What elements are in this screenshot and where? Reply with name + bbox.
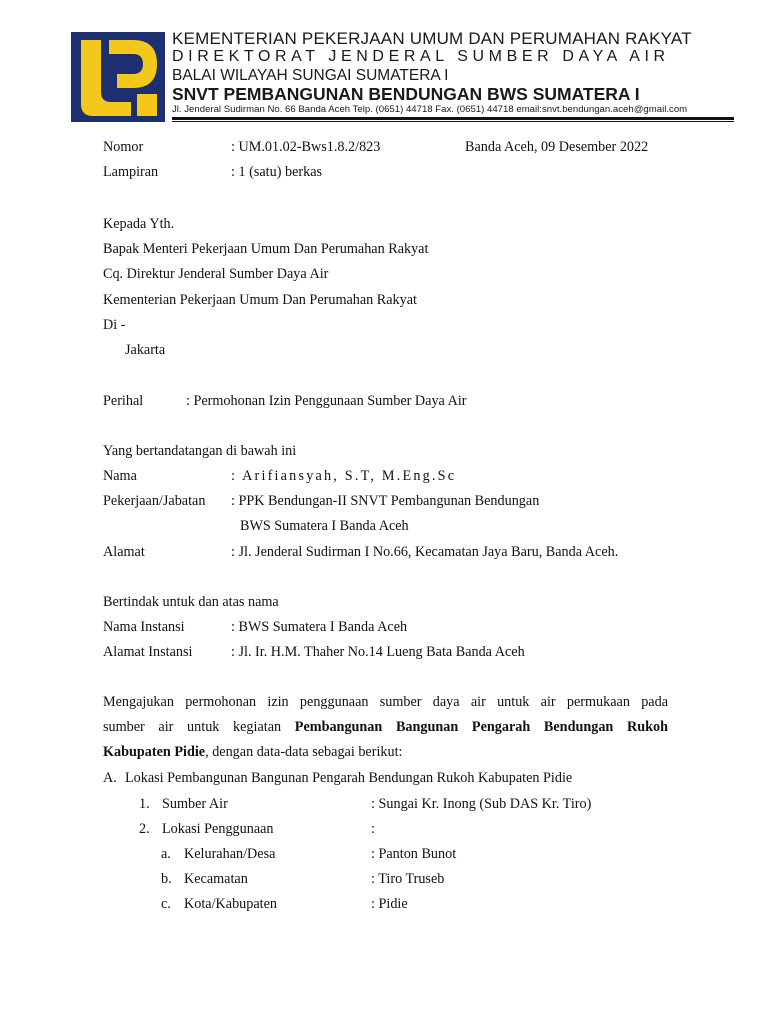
sublist-item-value: : Pidie — [371, 896, 408, 912]
request-paragraph-line: Mengajukan permohonan izin penggunaan sumber daya air untuk air permukaan pada — [103, 694, 668, 710]
recipient-line: Di - — [103, 317, 126, 333]
sublist-item-label: Kelurahan/Desa — [184, 846, 276, 862]
sublist-item-letter: b. — [161, 871, 172, 887]
list-item-label: Sumber Air — [162, 796, 228, 812]
recipient-line: Cq. Direktur Jenderal Sumber Daya Air — [103, 266, 329, 282]
paragraph-text: sumber air untuk kegiatan — [103, 719, 295, 735]
institution-address-label: Alamat Instansi — [103, 644, 193, 660]
institution-name-value: : BWS Sumatera I Banda Aceh — [231, 619, 408, 635]
list-item-number: 2. — [139, 821, 150, 837]
signatory-intro: Yang bertandatangan di bawah ini — [103, 443, 297, 459]
subject-value: : Permohonan Izin Penggunaan Sumber Daya Air — [186, 393, 467, 409]
sublist-item-value: : Tiro Truseb — [371, 871, 445, 887]
place-date: Banda Aceh, 09 Desember 2022 — [465, 139, 649, 155]
list-item-label: Lokasi Penggunaan — [162, 821, 274, 837]
recipient-line: Bapak Menteri Pekerjaan Umum Dan Perumahan Rakyat — [103, 241, 429, 257]
list-item-value: : — [371, 821, 375, 837]
signatory-address-value: : Jl. Jenderal Sudirman I No.66, Kecamatan Jaya Baru, Banda Aceh. — [231, 544, 619, 560]
list-item-number: 1. — [139, 796, 150, 812]
recipient-city: Jakarta — [125, 342, 166, 358]
letterhead-rule-thin — [172, 121, 734, 122]
signatory-name-label: Nama — [103, 468, 137, 484]
recipient-line: Kepada Yth. — [103, 216, 175, 232]
lampiran-value: : 1 (satu) berkas — [231, 164, 323, 180]
signatory-name-value: : Arifiansyah, S.T, M.Eng.Sc — [231, 468, 457, 484]
nomor-value: : UM.01.02-Bws1.8.2/823 — [231, 139, 381, 155]
section-a-title: Lokasi Pembangunan Bangunan Pengarah Bendungan Rukoh Kabupaten Pidie — [125, 770, 573, 786]
activity-regency: Kabupaten Pidie — [103, 744, 206, 760]
signatory-position-label: Pekerjaan/Jabatan — [103, 493, 206, 509]
signatory-position-value: : PPK Bendungan-II SNVT Pembangunan Bendungan — [231, 493, 540, 509]
institution-address-value: : Jl. Ir. H.M. Thaher No.14 Lueng Bata Banda Aceh — [231, 644, 525, 660]
sublist-item-value: : Panton Bunot — [371, 846, 457, 862]
section-a-marker: A. — [103, 770, 117, 786]
request-paragraph-line — [103, 718, 668, 736]
signatory-address-label: Alamat — [103, 544, 145, 560]
sublist-item-letter: c. — [161, 896, 171, 912]
letterhead-office: BALAI WILAYAH SUNGAI SUMATERA I — [172, 67, 449, 84]
institution-name-label: Nama Instansi — [103, 619, 185, 635]
sublist-item-letter: a. — [161, 846, 171, 862]
activity-name: Pembangunan Bangunan Pengarah Bendungan Rukoh — [294, 719, 668, 735]
request-paragraph-line — [103, 743, 402, 761]
subject-label: Perihal — [103, 393, 144, 409]
letterhead-rule-thick — [172, 117, 734, 120]
letterhead-address: Jl. Jenderal Sudirman No. 66 Banda Aceh Telp. (0651) 44718 Fax. (0651) 44718 email:snvt.bendungan.aceh@gmail.com — [172, 104, 688, 115]
signatory-position-value-cont: BWS Sumatera I Banda Aceh — [240, 518, 409, 534]
letterhead-ministry: KEMENTERIAN PEKERJAAN UMUM DAN PERUMAHAN RAKYAT — [172, 29, 692, 48]
sublist-item-label: Kecamatan — [184, 871, 248, 887]
list-item-value: : Sungai Kr. Inong (Sub DAS Kr. Tiro) — [371, 796, 592, 812]
ministry-logo — [71, 32, 165, 122]
sublist-item-label: Kota/Kabupaten — [184, 896, 277, 912]
letterhead-unit: SNVT PEMBANGUNAN BENDUNGAN BWS SUMATERA I — [172, 84, 640, 104]
institution-intro: Bertindak untuk dan atas nama — [103, 594, 279, 610]
paragraph-text: , dengan data-data sebagai berikut: — [205, 744, 403, 760]
nomor-label: Nomor — [103, 139, 144, 155]
lampiran-label: Lampiran — [103, 164, 159, 180]
letterhead-directorate: DIREKTORAT JENDERAL SUMBER DAYA AIR — [172, 48, 670, 65]
recipient-line: Kementerian Pekerjaan Umum Dan Perumahan Rakyat — [103, 292, 417, 308]
